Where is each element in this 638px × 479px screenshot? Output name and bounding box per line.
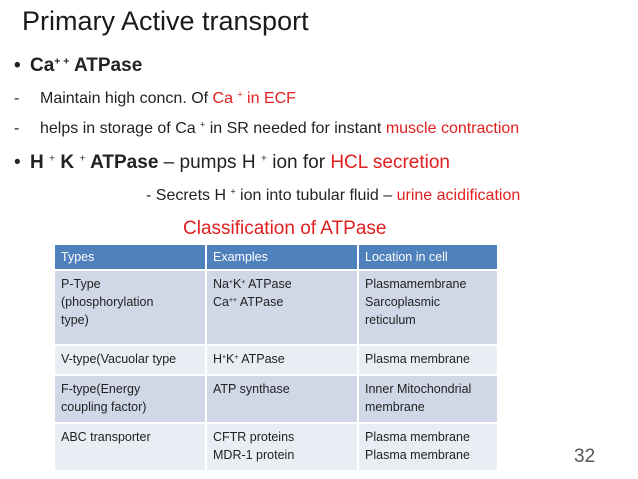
table-row: [55, 270, 497, 345]
table-cell: Plasma membrane Plasma membrane: [358, 423, 497, 470]
bullet-ca-atpase: [14, 55, 142, 77]
atpase-table: [55, 245, 497, 470]
table-row: [55, 375, 497, 423]
table-cell: CFTR proteins MDR-1 protein: [206, 423, 358, 470]
page-number: 32: [574, 446, 596, 467]
bullet-dot: •: [14, 152, 21, 173]
slide-title: Primary Active transport: [22, 6, 309, 36]
table-row: [55, 345, 497, 375]
table-cell: P-Type (phosphorylation type): [55, 270, 206, 345]
table-cell: V-type(Vacuolar type: [55, 345, 206, 375]
dash-marker: -: [14, 120, 20, 137]
highlight-text: HCL secretion: [330, 152, 450, 173]
table-cell: ABC transporter: [55, 423, 206, 470]
table-cell: Plasma membrane: [358, 345, 497, 375]
dash-text: helps in storage of Ca: [40, 120, 196, 137]
table-cell: Inner Mitochondrial membrane: [358, 375, 497, 423]
table-cell: ATP synthase: [206, 375, 358, 423]
table-header-row: [55, 245, 497, 270]
table-row: [55, 423, 497, 470]
column-header: Types: [55, 245, 206, 270]
table-cell: F-type(Energy coupling factor): [55, 375, 206, 423]
bullet-hk-atpase: • H + K + ATPase – pumps H + ion for HCL secretion: [14, 152, 450, 173]
dash-marker: -: [14, 90, 20, 107]
highlight-text: muscle contraction: [385, 120, 520, 137]
table-cell: H+K+ ATPase: [206, 345, 358, 375]
column-header: Examples: [206, 245, 358, 270]
table-cell: Plasmamembrane Sarcoplasmic reticulum: [358, 270, 497, 345]
dash-item-storage: - helps in storage of Ca + in SR needed for instant muscle contraction: [14, 119, 520, 137]
highlight-text: urine acidification: [396, 187, 521, 204]
sub-item-secrets: - Secrets H + ion into tubular fluid – urine acidification: [146, 186, 521, 204]
ion-name: Ca: [30, 55, 55, 76]
column-header: Location in cell: [358, 245, 497, 270]
enzyme-label: ATPase: [69, 55, 143, 76]
classification-heading: Classification of ATPase: [183, 218, 387, 239]
dash-text: Maintain high concn. Of: [40, 90, 213, 107]
bullet-dot: •: [14, 55, 21, 76]
table-cell: Na+K+ ATPase Ca++ ATPase: [206, 270, 358, 345]
highlight-text: Ca + in ECF: [212, 89, 296, 107]
dash-item-maintain: [14, 90, 296, 108]
ion-charge: + +: [54, 56, 70, 68]
